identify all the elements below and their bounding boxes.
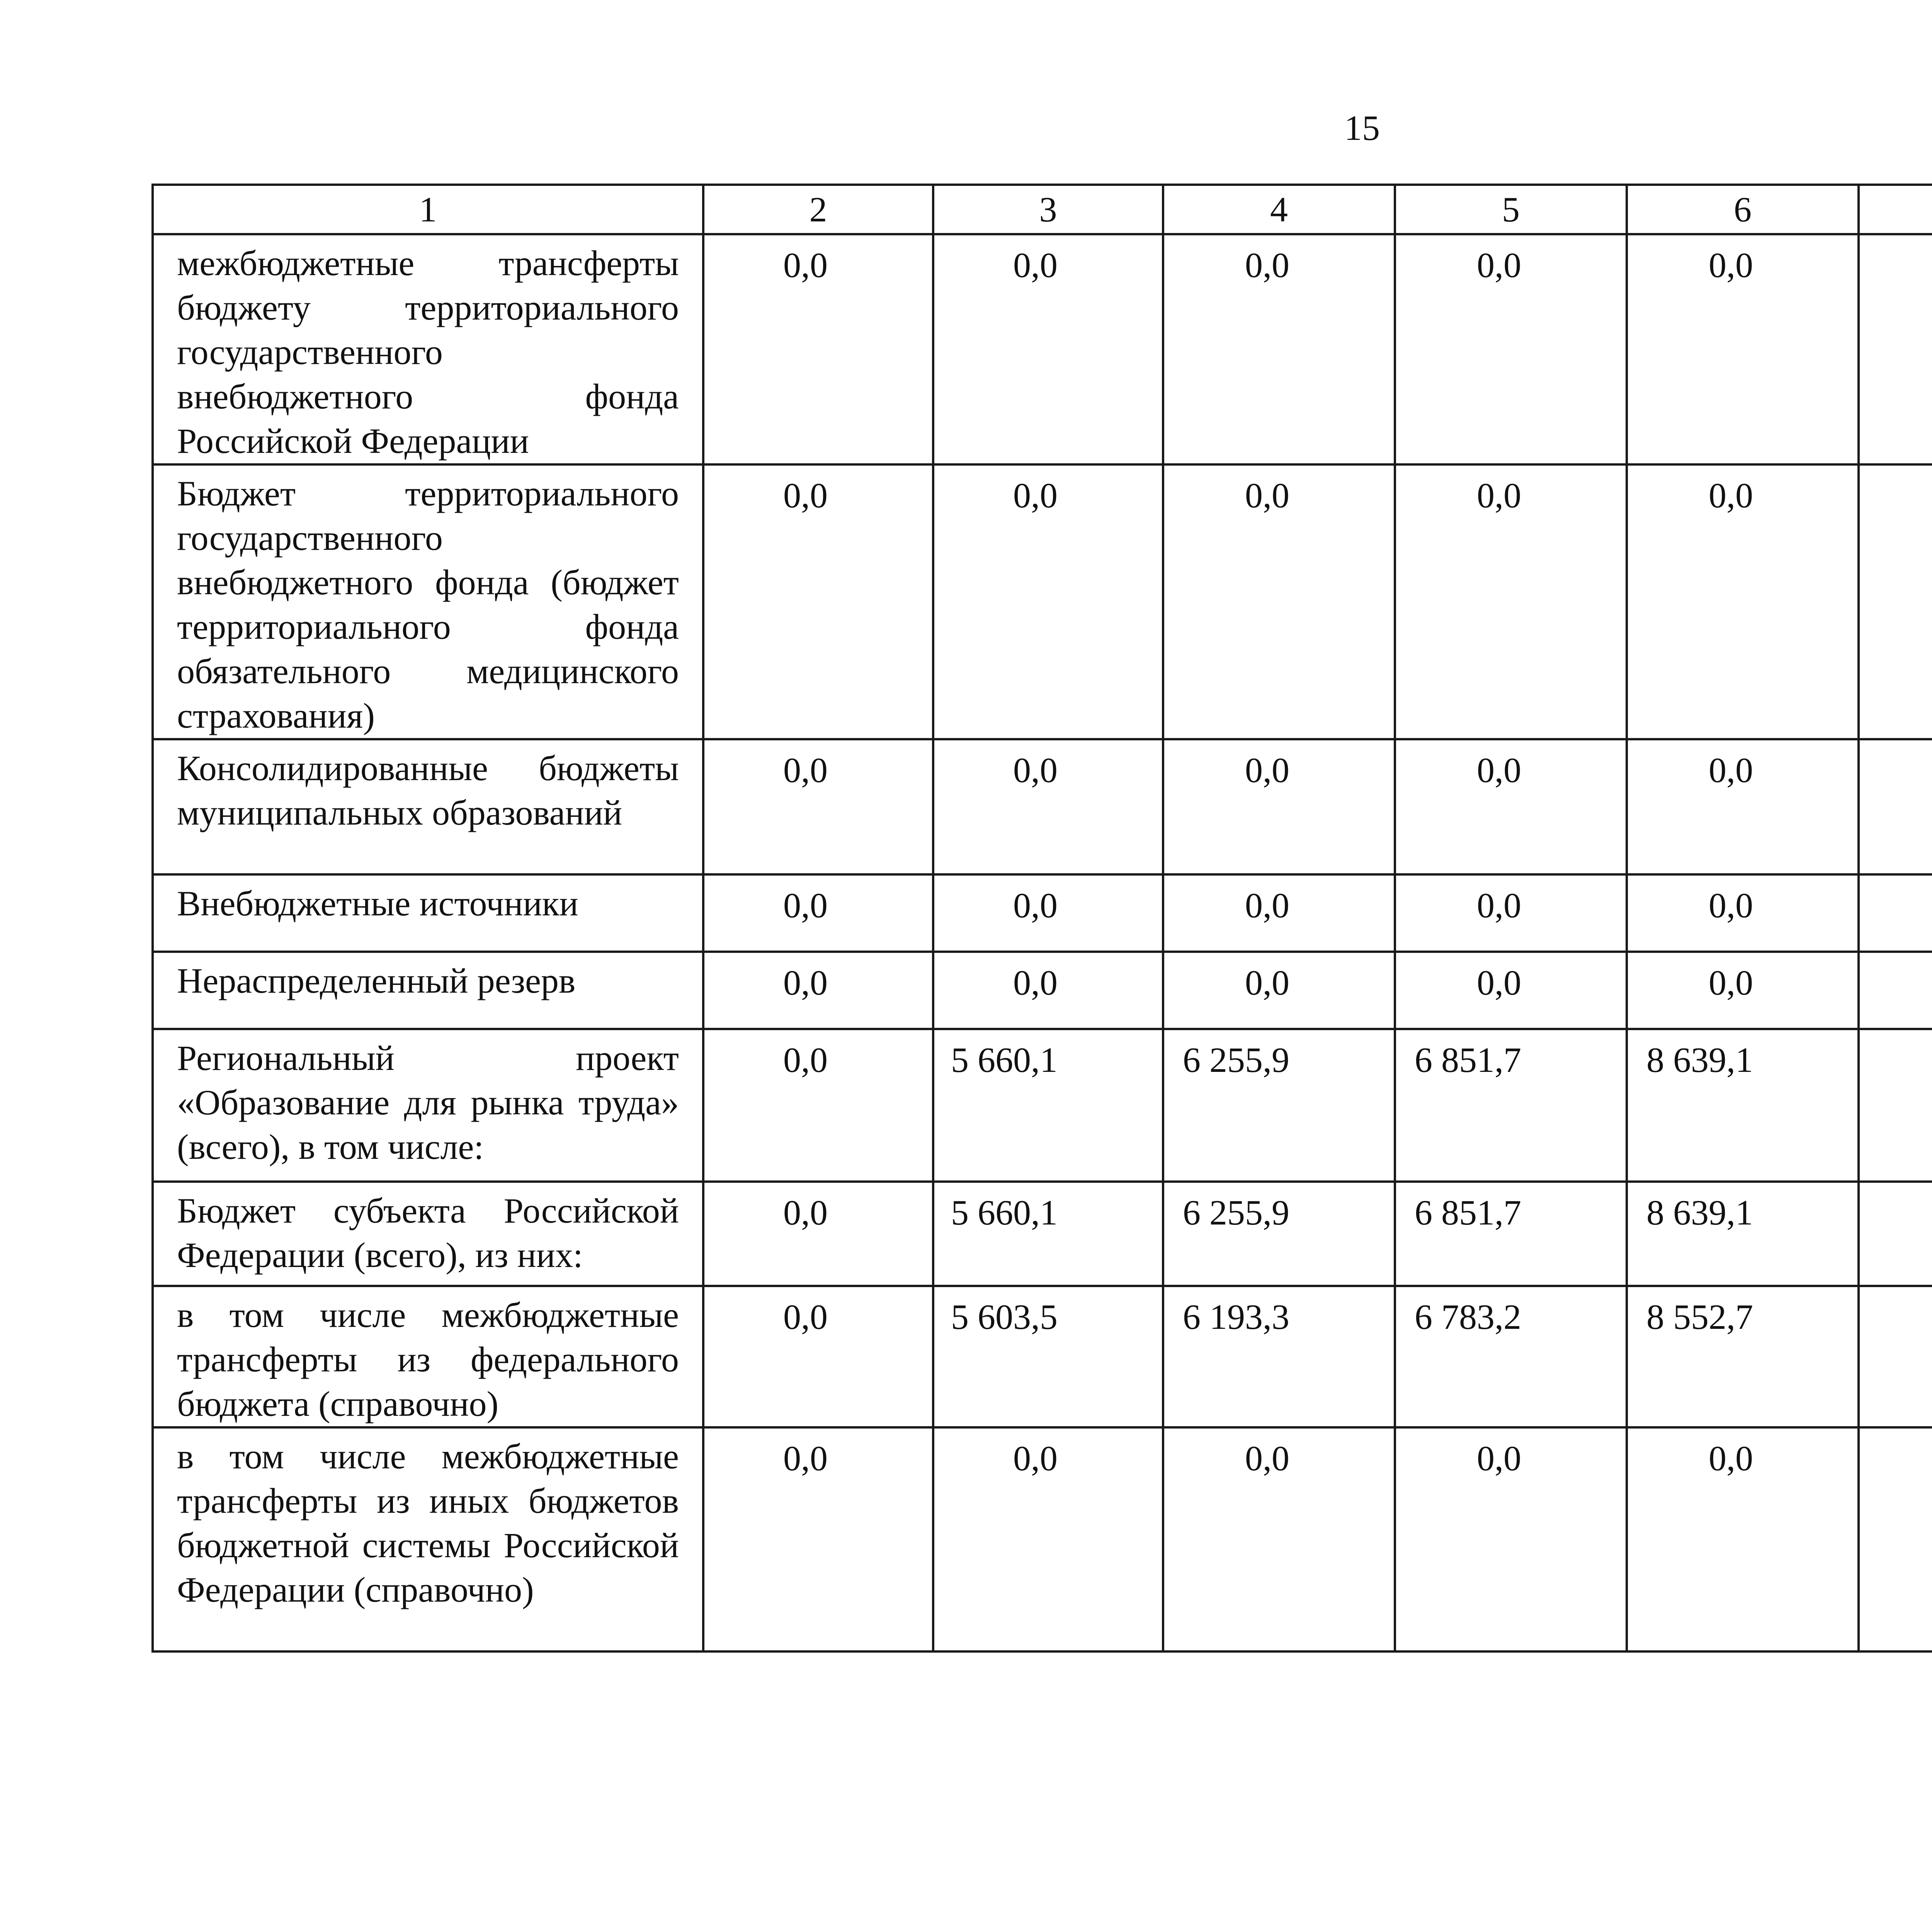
- value-cell: 0,0: [1627, 464, 1859, 739]
- value-cell: 0,0: [703, 1029, 933, 1182]
- value-cell: 0,0: [1627, 952, 1859, 1029]
- table-row: [153, 1427, 1932, 1651]
- value-cell: 0,0: [703, 952, 933, 1029]
- value-cell: [1859, 464, 1932, 739]
- value-cell: 0,0: [703, 874, 933, 952]
- value-cell: [1859, 234, 1932, 464]
- value-cell: 0,0: [1395, 874, 1627, 952]
- value-cell: 0,0: [1163, 234, 1395, 464]
- row-label: Нераспределенный резерв: [153, 952, 703, 1029]
- value-cell: 0,0: [933, 234, 1163, 464]
- value-cell: 0,0: [933, 952, 1163, 1029]
- table-row: [153, 1182, 1932, 1286]
- value-cell: 0,0: [703, 1286, 933, 1427]
- header-cell: 1: [153, 185, 703, 234]
- value-cell: [1859, 1182, 1932, 1286]
- table-row: [153, 739, 1932, 874]
- value-cell: 6 851,7: [1395, 1182, 1627, 1286]
- row-label: в том числе межбюджетные трансферты из федерального бюджета (справочно): [153, 1286, 703, 1427]
- value-cell: 0,0: [933, 1427, 1163, 1651]
- table-row: [153, 1029, 1932, 1182]
- value-cell: [1859, 874, 1932, 952]
- value-cell: 6 193,3: [1163, 1286, 1395, 1427]
- table-row: [153, 874, 1932, 952]
- value-cell: 6 783,2: [1395, 1286, 1627, 1427]
- value-cell: 0,0: [703, 739, 933, 874]
- row-label: Внебюджетные источники: [153, 874, 703, 952]
- table-row: [153, 464, 1932, 739]
- value-cell: 5 660,1: [933, 1182, 1163, 1286]
- value-cell: [1859, 1427, 1932, 1651]
- value-cell: [1859, 1286, 1932, 1427]
- value-cell: 0,0: [1395, 1427, 1627, 1651]
- row-label: в том числе межбюджетные трансферты из иных бюджетов бюджетной системы Российской Федерации (справочно): [153, 1427, 703, 1651]
- row-label: Бюджет субъекта Российской Федерации (всего), из них:: [153, 1182, 703, 1286]
- value-cell: 8 639,1: [1627, 1182, 1859, 1286]
- value-cell: 8 552,7: [1627, 1286, 1859, 1427]
- value-cell: 0,0: [1163, 739, 1395, 874]
- value-cell: [1859, 1029, 1932, 1182]
- header-cell: 2: [703, 185, 933, 234]
- value-cell: [1859, 739, 1932, 874]
- value-cell: 0,0: [1627, 874, 1859, 952]
- header-cell: 6: [1627, 185, 1859, 234]
- value-cell: [1859, 952, 1932, 1029]
- header-cell: 5: [1395, 185, 1627, 234]
- value-cell: 0,0: [933, 464, 1163, 739]
- value-cell: 0,0: [1627, 1427, 1859, 1651]
- header-cell: 3: [933, 185, 1163, 234]
- value-cell: 6 255,9: [1163, 1182, 1395, 1286]
- value-cell: 0,0: [1627, 234, 1859, 464]
- value-cell: 5 660,1: [933, 1029, 1163, 1182]
- header-row: [153, 185, 1932, 234]
- value-cell: 0,0: [703, 234, 933, 464]
- row-label: Региональный проект «Образование для рынка труда» (всего), в том числе:: [153, 1029, 703, 1182]
- value-cell: 0,0: [703, 1427, 933, 1651]
- row-label: межбюджетные трансферты бюджету территориального государственного внебюджетного фонда Российской Федерации: [153, 234, 703, 464]
- table-row: [153, 234, 1932, 464]
- value-cell: 0,0: [1395, 234, 1627, 464]
- page-number: 15: [1344, 108, 1380, 148]
- value-cell: 0,0: [1163, 1427, 1395, 1651]
- table-row: [153, 1286, 1932, 1427]
- value-cell: 0,0: [1395, 464, 1627, 739]
- value-cell: 0,0: [1163, 952, 1395, 1029]
- header-cell: [1859, 185, 1932, 234]
- value-cell: 6 851,7: [1395, 1029, 1627, 1182]
- header-cell: 4: [1163, 185, 1395, 234]
- budget-table: [151, 184, 1932, 1653]
- value-cell: 5 603,5: [933, 1286, 1163, 1427]
- row-label: Консолидированные бюджеты муниципальных образований: [153, 739, 703, 874]
- value-cell: 0,0: [703, 1182, 933, 1286]
- value-cell: 0,0: [933, 739, 1163, 874]
- table-row: [153, 952, 1932, 1029]
- value-cell: 0,0: [1395, 952, 1627, 1029]
- value-cell: 0,0: [1627, 739, 1859, 874]
- row-label: Бюджет территориального государственного внебюджетного фонда (бюджет территориального фонда обязательного медицинского страхования): [153, 464, 703, 739]
- value-cell: 0,0: [933, 874, 1163, 952]
- value-cell: 0,0: [1163, 464, 1395, 739]
- value-cell: 0,0: [703, 464, 933, 739]
- value-cell: 8 639,1: [1627, 1029, 1859, 1182]
- value-cell: 0,0: [1395, 739, 1627, 874]
- value-cell: 0,0: [1163, 874, 1395, 952]
- value-cell: 6 255,9: [1163, 1029, 1395, 1182]
